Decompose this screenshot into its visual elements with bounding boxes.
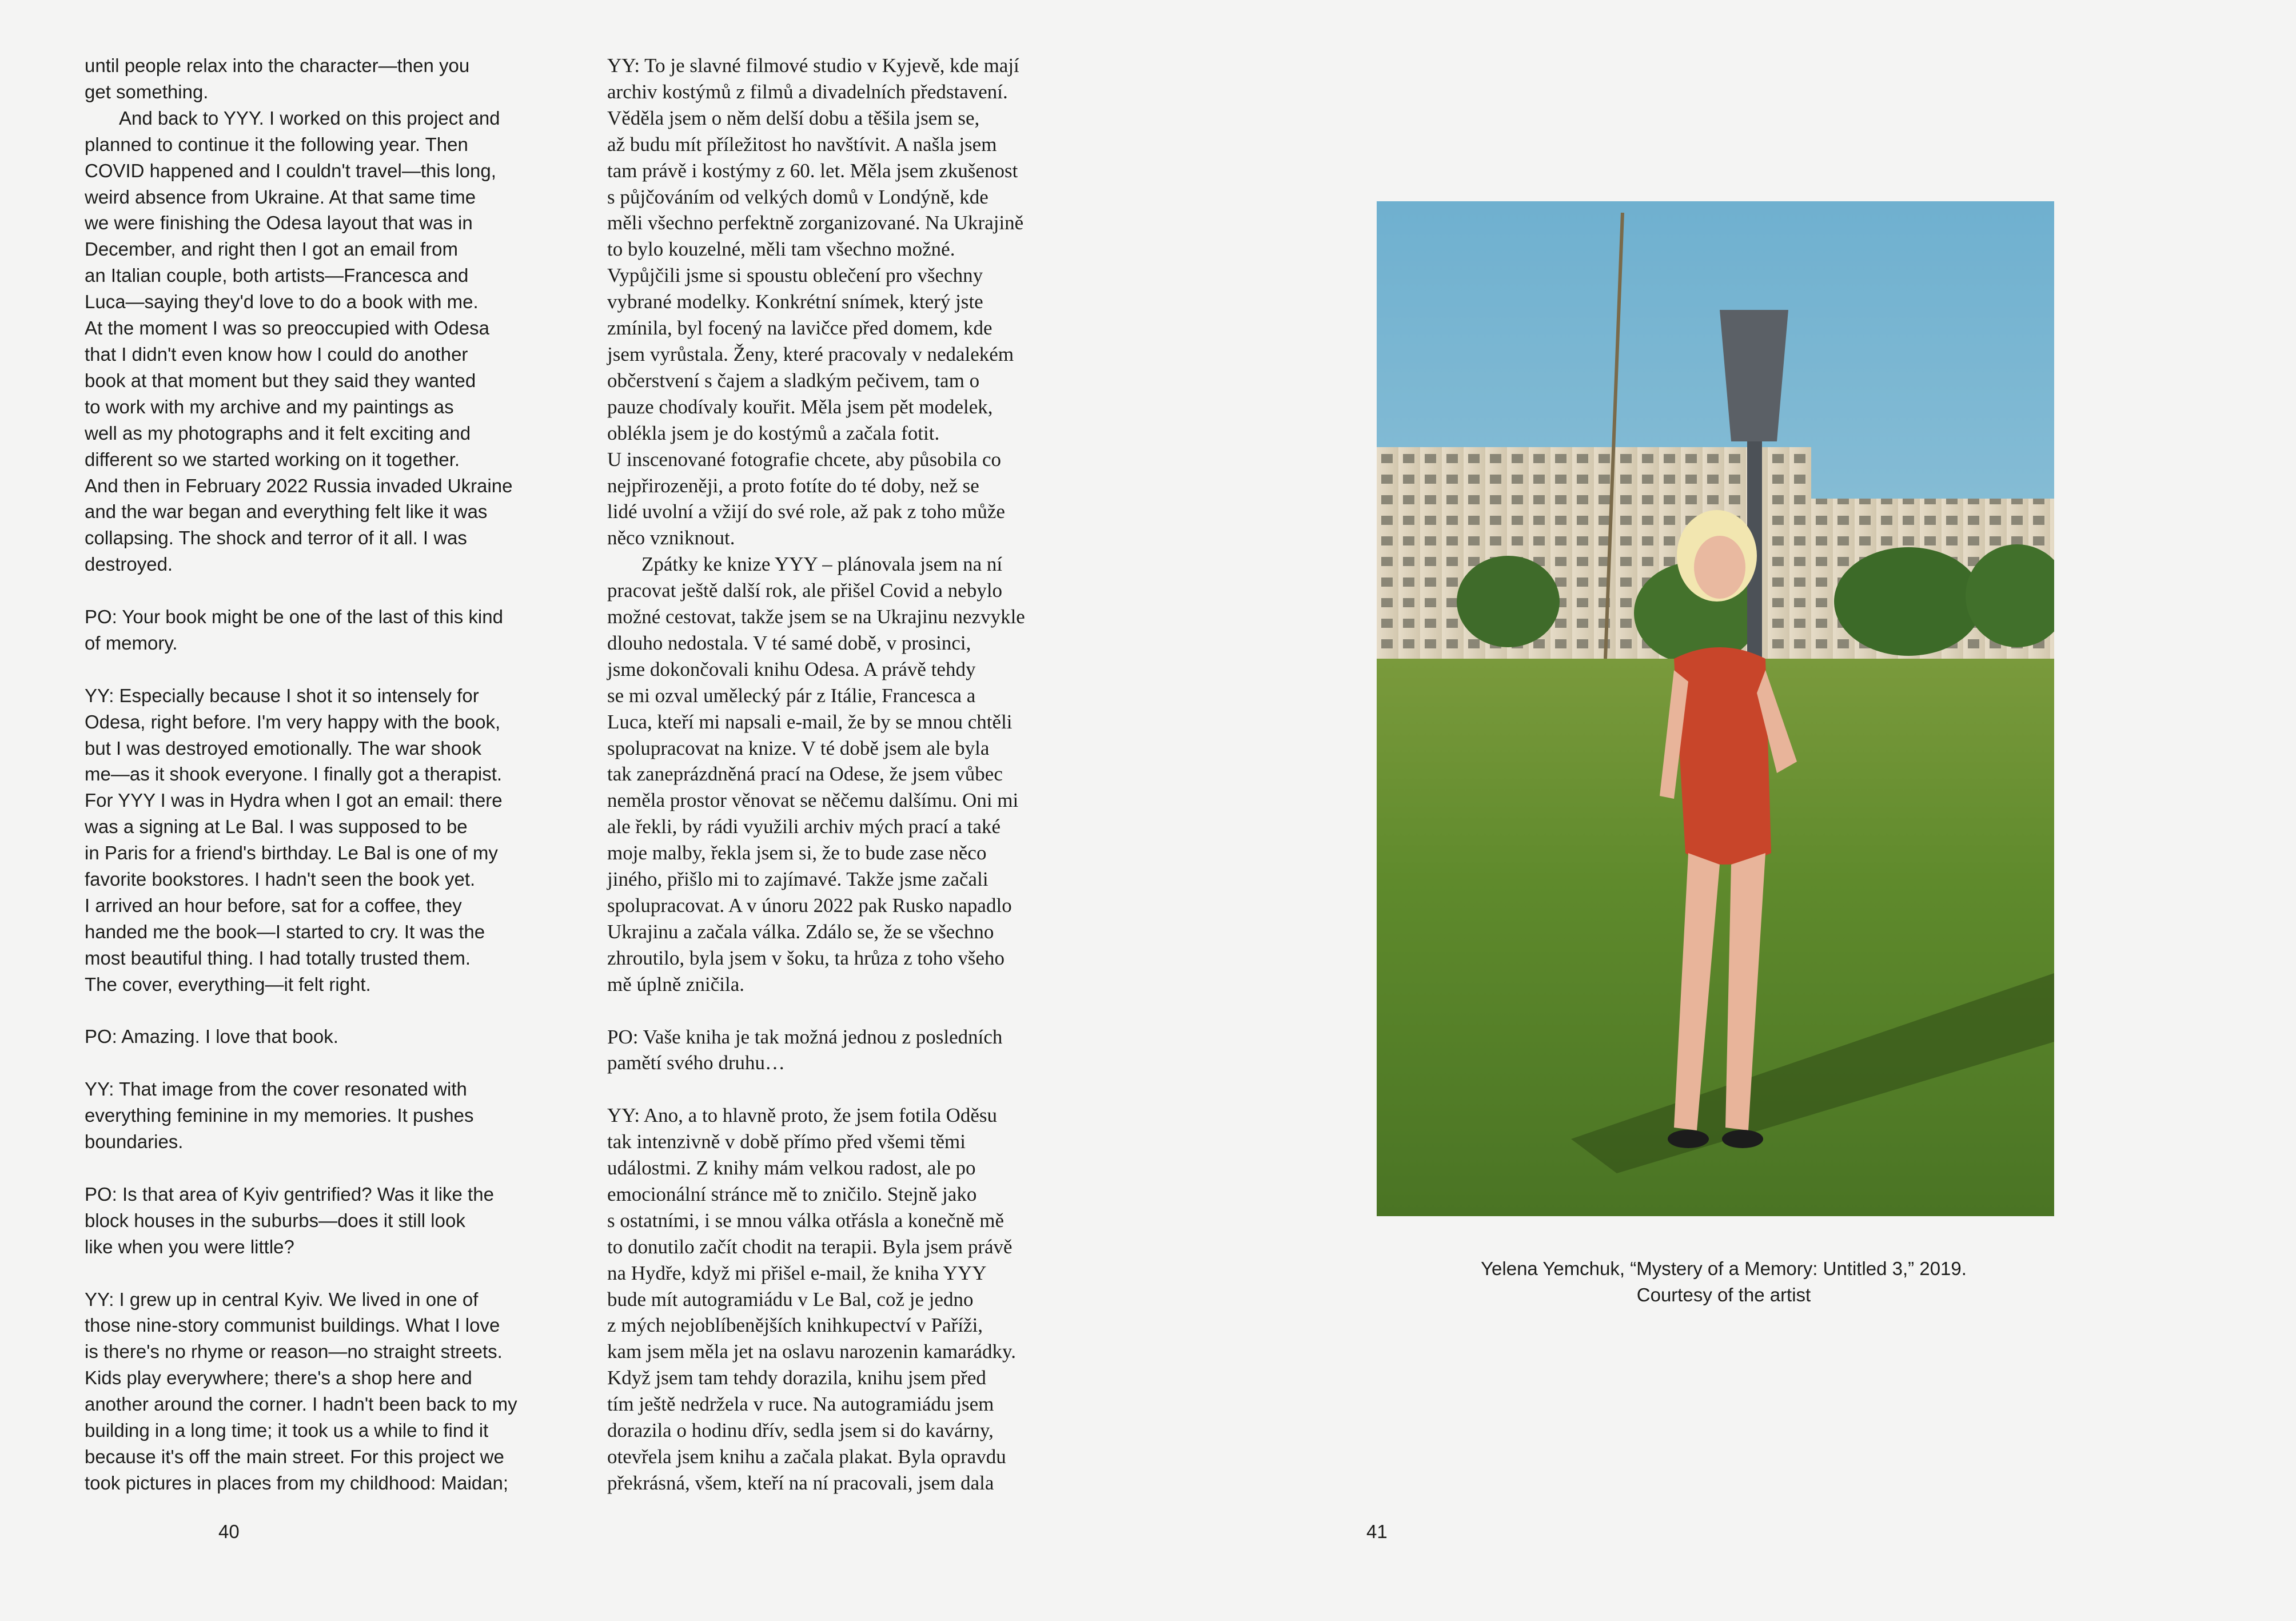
photo-caption [1378,1256,2070,1308]
page-number-right: 41 [1366,1521,1388,1542]
paragraph: PO: Vaše kniha je tak možná jednou z posledních pamětí svého druhu… [607,1025,1003,1074]
paragraph: until people relax into the character—then you get something. [85,55,470,102]
paragraph: And back to YYY. I worked on this project and planned to continue it the following year. Then COVID happened and I couldn't travel—this long, weird absence from Ukraine. At that same time we were finishing the Odesa layout that was in December, and right then I got an email from an Italian couple, both artists—Francesca and Luca—saying they'd love to do a book with me. At the moment I was so preoccupied with Odesa that I didn't even know how I could do another book at that moment but they said they wanted to work with my archive and my paintings as well as my photographs and it felt exciting and different so we started working on it together. And then in February 2022 Russia invaded Ukraine and the war began and everything felt like it was collapsing. The shock and terror of it all. I was destroyed. [85,107,513,575]
paragraph: PO: Is that area of Kyiv gentrified? Was it like the block houses in the suburbs—does it still look like when you were little? [85,1183,494,1257]
page-number-left: 40 [218,1521,240,1542]
paragraph: YY: To je slavné filmové studio v Kyjevě, kde mají archiv kostýmů z filmů a divadelních představení. Věděla jsem o něm delší dobu a těšila jsem se, až budu mít příležitost ho navštívit. A našla jsem tam právě i kostýmy z 60. let. Měla jsem zkušenost s půjčováním od velkých domů v Londýně, kde měli všechno perfektně zorganizované. Na Ukrajině to bylo kouzelné, měli tam všechno možné. Vypůjčili jsme si spoustu oblečení pro všechny vybrané modelky. Konkrétní snímek, který jste zmínila, byl focený na lavičce před domem, kde jsem vyrůstala. Ženy, které pracovaly v nedalekém občerstvení s čajem a sladkým pečivem, tam o pauze chodívaly kouřit. Měla jsem pět modelek, oblékla jsem je do kostýmů a začala fotit. U inscenované fotografie chcete, aby působila co nejpřirozeněji, a proto fotíte do té doby, než se lidé uvolní a vžijí do své role, až pak z toho může něco vzniknout. [607,54,1024,549]
paragraph: Zpátky ke knize YYY – plánovala jsem na ní pracovat ještě další rok, ale přišel Covid a nebylo možné cestovat, takže jsem se na Ukrajinu nezvykle dlouho nedostala. V té samé době, v prosinci, jsme dokončovali knihu Odesa. A právě tehdy se mi ozval umělecký pár z Itálie, Francesca a Luca, kteří mi napsali e-mail, že by se mnou chtěli spolupracovat na knize. V té době jsem ale byla tak zaneprázdněná prací na Odese, že jsem vůbec neměla prostor věnovat se něčemu dalšímu. Oni mi ale řekli, by rádi využili archiv mých prací a také moje malby, řekla jsem si, že to bude zase něco jiného, přišlo mi to zajímavé. Takže jsme začali spolupracovat. A v únoru 2022 pak Rusko napadlo Ukrajinu a začala válka. Zdálo se, že se všechno zhroutilo, byla jsem v šoku, ta hrůza z toho všeho mě úplně zničila. [607,553,1025,995]
paragraph: YY: I grew up in central Kyiv. We lived in one of those nine-story communist buildings. What I love is there's no rhyme or reason—no straight streets. Kids play everywhere; there's a shop here and another around the corner. I hadn't been back to my building in a long time; it took us a while to find it because it's off the main street. For this project we took pictures in places from my childhood: Maidan; [85,1288,517,1493]
photograph [1377,201,2054,1216]
paragraph: YY: Ano, a to hlavně proto, že jsem fotila Oděsu tak intenzivně v době přímo před všemi těmi událostmi. Z knihy mám velkou radost, ale po emocionální stránce mě to zničilo. Stejně jako s ostatními, i se mnou válka otřásla a konečně mě to donutilo začít chodit na terapii. Byla jsem právě na Hydře, když mi přišel e-mail, že kniha YYY bude mít autogramiádu v Le Bal, což je jedno z mých nejoblíbenějších knihkupectví v Paříži, kam jsem měla jet na oslavu narozenin kamarádky. Když jsem tam tehdy dorazila, knihu jsem před tím ještě nedržela v ruce. Na autogramiádu jsem dorazila o hodinu dřív, sedla jsem si do kavárny, otevřela jsem knihu a začala plakat. Byla opravdu překrásná, všem, kteří na ní pracovali, jsem dala [607,1104,1016,1494]
caption-line: Yelena Yemchuk, “Mystery of a Memory: Untitled 3,” 2019. [1481,1258,1967,1279]
english-text-column [85,53,551,1496]
czech-text-column [607,53,1082,1496]
paragraph: YY: Especially because I shot it so intensely for Odesa, right before. I'm very happy with the book, but I was destroyed emotionally. The war shook me—as it shook everyone. I finally got a therapist. For YYY I was in Hydra when I got an email: there was a signing at Le Bal. I was supposed to be in Paris for a friend's birthday. Le Bal is one of my favorite bookstores. I hadn't seen the book yet. I arrived an hour before, sat for a coffee, they handed me the book—I started to cry. It was the most beautiful thing. I had totally trusted them. The cover, everything—it felt right. [85,684,503,995]
caption-line: Courtesy of the artist [1636,1284,1811,1305]
paragraph: PO: Amazing. I love that book. [85,1026,338,1048]
paragraph: PO: Your book might be one of the last of this kind of memory. [85,606,503,654]
paragraph: YY: That image from the cover resonated with everything feminine in my memories. It pushes boundaries. [85,1078,474,1153]
